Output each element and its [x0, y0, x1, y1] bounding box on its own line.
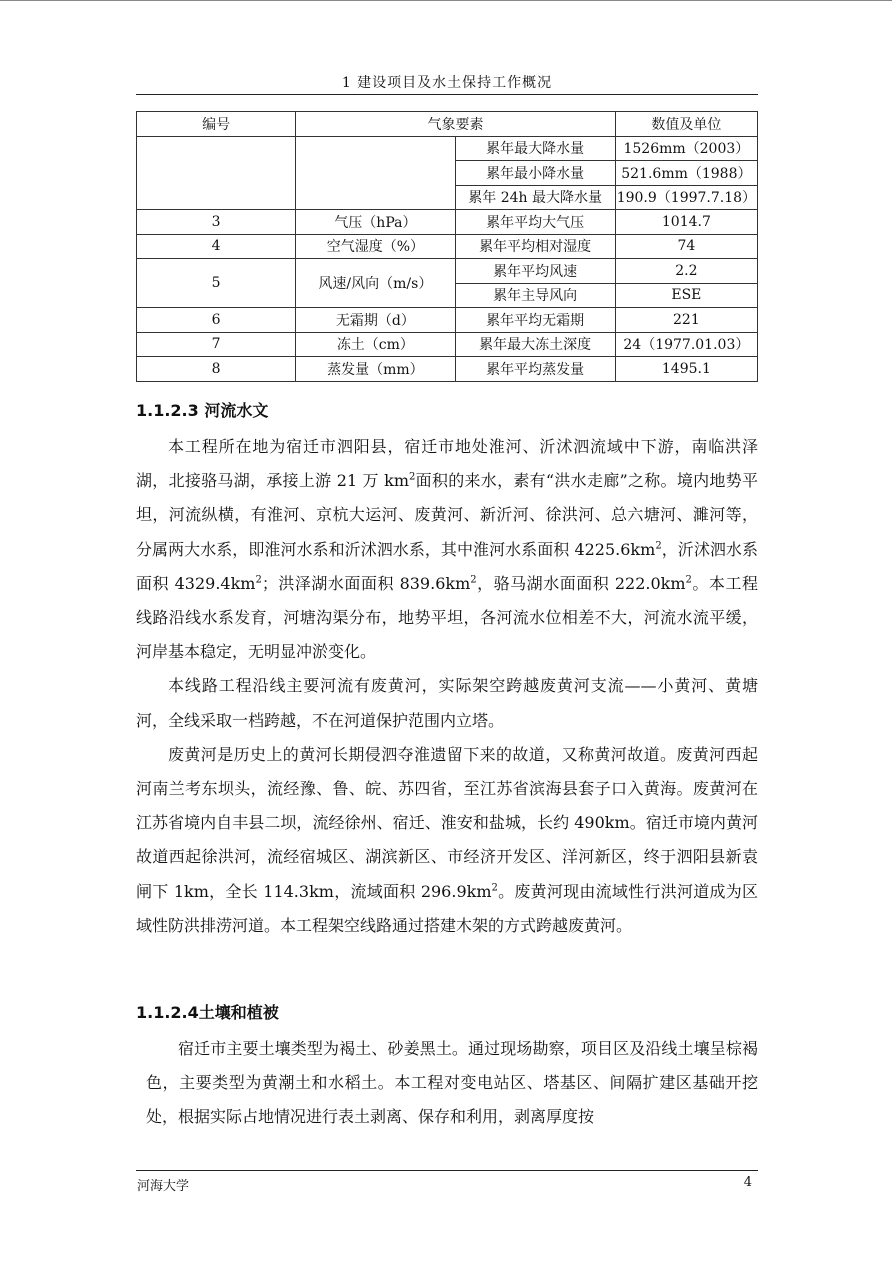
footer-institution: 河海大学 — [137, 1179, 190, 1194]
table-cell-item: 累年最小降水量 — [455, 161, 615, 186]
table-row — [137, 234, 758, 259]
table-header-row — [137, 112, 758, 137]
col-header-no: 编号 — [137, 112, 296, 137]
table-cell-item: 累年 24h 最大降水量 — [455, 185, 615, 210]
table-cell-value: 221 — [615, 308, 757, 333]
table-cell-item: 累年平均风速 — [455, 259, 615, 284]
table-cell-element: 无霜期（d） — [296, 308, 455, 333]
page-number: 4 — [743, 1175, 752, 1190]
table-cell-value: 2.2 — [615, 259, 757, 284]
header-rule — [136, 94, 758, 95]
page-top-edge — [0, 0, 892, 1]
table-cell-value: ESE — [615, 283, 757, 308]
section-heading-hydrology: 1.1.2.3 河流水文 — [136, 401, 269, 420]
table-cell-element: 蒸发量（mm） — [296, 357, 455, 382]
table-cell-value: 24（1977.01.03） — [615, 332, 757, 357]
col-header-element: 气象要素 — [296, 112, 616, 137]
table-cell-no: 7 — [137, 332, 296, 357]
table-row — [137, 259, 758, 284]
col-header-value: 数值及单位 — [615, 112, 757, 137]
table-cell-item: 累年平均相对湿度 — [455, 234, 615, 259]
table-cell-item: 累年最大冻土深度 — [455, 332, 615, 357]
table-row — [137, 308, 758, 333]
table-cell-element: 气压（hPa） — [296, 210, 455, 235]
table-cell-value: 521.6mm（1988） — [615, 161, 757, 186]
table-cell-element: 冻土（cm） — [296, 332, 455, 357]
meteorology-table — [136, 111, 758, 382]
paragraph: 本线路工程沿线主要河流有废黄河，实际架空跨越废黄河支流——小黄河、黄塘河，全线采取一档跨越，不在河道保护范围内立塔。 — [136, 676, 758, 730]
table-row — [137, 136, 758, 161]
paragraph: 废黄河是历史上的黄河长期侵泗夺淮遗留下来的故道，又称黄河故道。废黄河西起河南兰考东坝头，流经豫、鲁、皖、苏四省，至江苏省滨海县套子口入黄海。废黄河在江苏省境内自丰县二坝，流经徐州、宿迁、淮安和盐城，长约 490km。宿迁市境内黄河故道西起徐洪河，流经宿城区、湖滨新区、市经济开发区、洋河新区，终于泗阳县新袁闸下 1km，全长 114.3km，流域面积 $296.9km^2$。废黄河现由流域性行洪河道成为区域性防洪排涝河道。本工程架空线路通过搭建木架的方式跨越废黄河。 — [136, 744, 758, 935]
table-cell-item: 累年最大降水量 — [455, 136, 615, 161]
paragraph: 宿迁市主要土壤类型为褐土、砂姜黑土。通过现场勘察，项目区及沿线土壤呈棕褐色，主要类型为黄潮土和水稻土。本工程对变电站区、塔基区、间隔扩建区基础开挖处，根据实际占地情况进行表土剥离、保存和利用，剥离厚度按 — [146, 1039, 758, 1127]
table-cell-item: 累年主导风向 — [455, 283, 615, 308]
table-cell-empty — [296, 136, 455, 210]
table-row — [137, 210, 758, 235]
table-cell-no: 4 — [137, 234, 296, 259]
table-cell-no: 6 — [137, 308, 296, 333]
table-cell-item: 累年平均大气压 — [455, 210, 615, 235]
table-cell-value: 74 — [615, 234, 757, 259]
table-cell-value: 1495.1 — [615, 357, 757, 382]
footer-rule — [136, 1170, 758, 1171]
hydrology-text — [136, 430, 758, 943]
soil-text — [146, 1032, 758, 1135]
paragraph: 本工程所在地为宿迁市泗阳县，宿迁市地处淮河、沂沭泗流域中下游，南临洪泽湖，北接骆马湖，承接上游 21 万 $km^2$面积的来水，素有“洪水走廊”之称。境内地势平坦，河流纵横，有淮河、京杭大运河、废黄河、新沂河、徐洪河、总六塘河、濉河等，分属两大水系，即淮河水系和沂沭泗水系，其中淮河水系面积 $4225.6km^2$，沂沭泗水系面积 $4329.4km^2$；洪泽湖水面面积 $839.6km^2$，骆马湖水面面积 $222.0km^2$。本工程线路沿线水系发育，河塘沟渠分布，地势平坦，各河流水位相差不大，河流水流平缓，河岸基本稳定，无明显冲淤变化。 — [136, 437, 758, 662]
table-cell-element: 空气湿度（%） — [296, 234, 455, 259]
table-row — [137, 357, 758, 382]
table-cell-value: 190.9（1997.7.18） — [615, 185, 757, 210]
table-cell-value: 1526mm（2003） — [615, 136, 757, 161]
table-cell-no: 5 — [137, 259, 296, 308]
running-header: 1 建设项目及水土保持工作概况 — [341, 75, 553, 91]
table-row — [137, 332, 758, 357]
table-cell-value: 1014.7 — [615, 210, 757, 235]
table-cell-no: 8 — [137, 357, 296, 382]
table-cell-element: 风速/风向（m/s） — [296, 259, 455, 308]
table-cell-item: 累年平均无霜期 — [455, 308, 615, 333]
section-heading-soil: 1.1.2.4土壤和植被 — [136, 1003, 279, 1022]
table-cell-empty — [137, 136, 296, 210]
table-cell-item: 累年平均蒸发量 — [455, 357, 615, 382]
table-cell-no: 3 — [137, 210, 296, 235]
